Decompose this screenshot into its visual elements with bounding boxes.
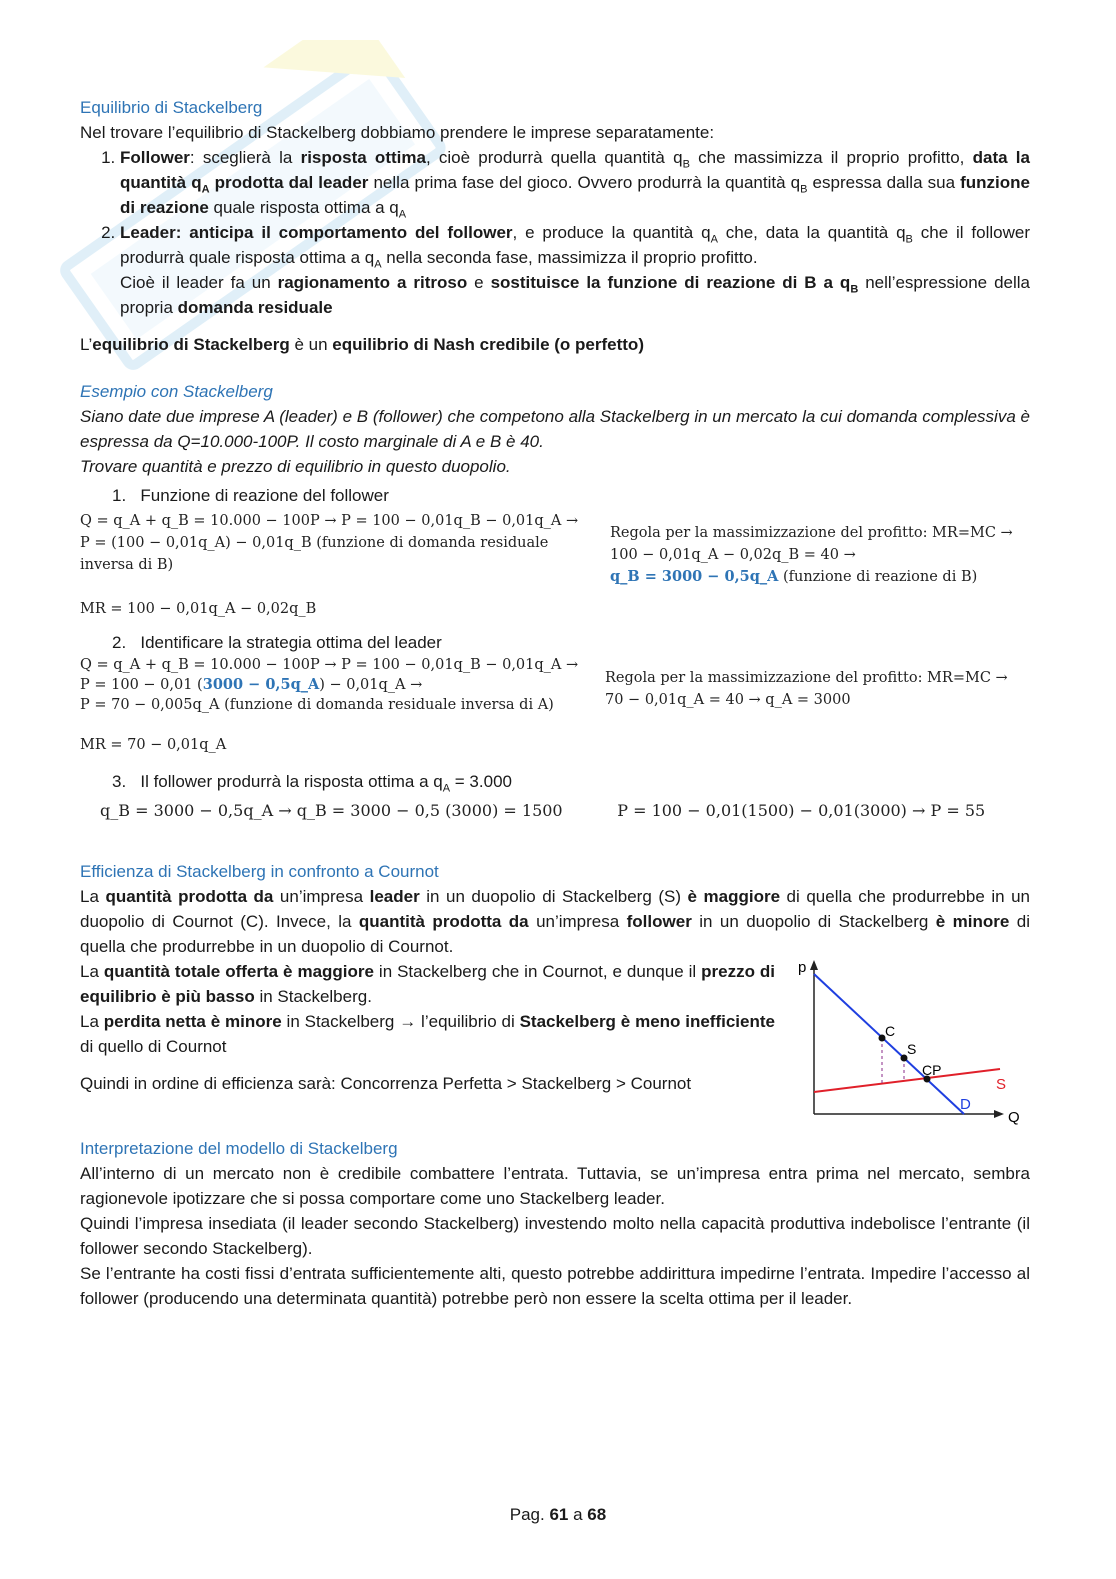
intro-text: Nel trovare l’equilibrio di Stackelberg dobbiamo prendere le imprese separatamente: xyxy=(80,123,715,142)
section-heading-stackelberg: Equilibrio di Stackelberg xyxy=(80,98,263,117)
step-1-title: 1. Funzione di reazione del follower xyxy=(112,486,389,505)
formula-residual-demand-a: P = 70 − 0,005q_A (funzione di domanda residuale inversa di A) xyxy=(80,697,554,713)
efficiency-paragraph-1: La quantità prodotta da un’impresa leader in un duopolio di Stackelberg (S) è maggiore di quella che produrrebbe in un duopolio di Cournot (C). Invece, la quantità prodotta da un’impresa follower in un duopolio di Stackelberg è minore di quella che produrrebbe in un duopolio di Cournot. xyxy=(80,887,1030,956)
section-heading-interpretation: Interpretazione del modello di Stackelberg xyxy=(80,1139,398,1158)
section-heading-example: Esempio con Stackelberg xyxy=(80,382,273,401)
interpretation-paragraph-2: Quindi l’impresa insediata (il leader secondo Stackelberg) investendo molto nella capacità produttiva indebolisce l’entrante (il follower secondo Stackelberg). xyxy=(80,1214,1030,1258)
step-3-formulas xyxy=(80,798,1030,823)
example-text: Siano date due imprese A (leader) e B (follower) che competono alla Stackelberg in un mercato la cui domanda complessiva è espressa da Q=10.000-100P. Il costo marginale di A e B è 40. xyxy=(80,407,1030,451)
supply-curve xyxy=(814,1069,1000,1092)
demand-curve xyxy=(814,974,964,1114)
steps-list xyxy=(80,145,1030,320)
formula-mr-b: MR = 100 − 0,01q_A − 0,02q_B xyxy=(80,601,317,617)
formula-price-solution: P = 100 − 0,01(1500) − 0,01(3000) → P = 55 xyxy=(617,801,986,820)
formula-residual-demand-b: P = (100 − 0,01q_A) − 0,01q_B (funzione di domanda residuale inversa di B) xyxy=(80,535,549,573)
formula-qa-solution: 70 − 0,01q_A = 40 → q_A = 3000 xyxy=(605,692,851,708)
section-heading-efficiency: Efficienza di Stackelberg in confronto a Cournot xyxy=(80,862,439,881)
point-c-label: C xyxy=(885,1023,896,1039)
formula-demand: Q = q_A + q_B = 10.000 − 100P → P = 100 − 0,01q_B − 0,01q_A → xyxy=(80,513,579,529)
formula-mr-mc-b: 100 − 0,01q_A − 0,02q_B = 40 → xyxy=(610,547,856,563)
formula-mr-a: MR = 70 − 0,01q_A xyxy=(80,737,227,753)
y-axis-label: p xyxy=(798,959,807,976)
formula-qb-solution: q_B = 3000 − 0,5q_A → q_B = 3000 − 0,5 (3000) = 1500 xyxy=(100,801,563,820)
efficiency-paragraph-2: La quantità totale offerta è maggiore in Stackelberg che in Cournot, e dunque il prezzo di equilibrio è più basso in Stackelberg. xyxy=(80,962,776,1006)
page-footer: Pag. 61 a 68 xyxy=(509,1505,607,1524)
step-2-title: 2. Identificare la strategia ottima del leader xyxy=(112,633,442,652)
efficiency-order: Quindi in ordine di efficienza sarà: Concorrenza Perfetta > Stackelberg > Cournot xyxy=(80,1074,692,1093)
formula-substitution: P = 100 − 0,01 (3000 − 0,5q_A) − 0,01q_A → xyxy=(80,676,423,693)
current-page: 61 xyxy=(549,1505,569,1524)
formula-demand-2: Q = q_A + q_B = 10.000 − 100P → P = 100 − 0,01q_B − 0,01q_A → xyxy=(80,657,579,673)
step-2-formulas xyxy=(80,655,1030,755)
reaction-function-b: q_B = 3000 − 0,5q_A (funzione di reazione di B) xyxy=(610,568,978,585)
demand-label: D xyxy=(960,1096,971,1113)
efficiency-paragraph-3: La perdita netta è minore in Stackelberg → l’equilibrio di Stackelberg è meno inefficiente di quello di Cournot xyxy=(80,1012,775,1056)
y-axis-arrow xyxy=(810,960,818,970)
point-s-label: S xyxy=(907,1041,917,1057)
interpretation-paragraph-1: All’interno di un mercato non è credibile combattere l’entrata. Tuttavia, se un’impresa entra prima nel mercato, sembra ragionevole ipotizzare che si possa comportare come uno Stackelberg leader. xyxy=(80,1164,1030,1208)
list-item-leader: 2. Leader: anticipa il comportamento del follower, e produce la quantità $q_A$ che, data la quantità $q_B$ che il follower produrrà quale risposta ottima a $q_A$ nella seconda fase, massimizza il proprio profitto. Cioè il leader fa un ragionamento a ritroso e sostituisce la funzione di reazione di B a $q_B$ nell’espressione della propria domanda residuale xyxy=(120,220,1030,320)
profit-rule-text-2: Regola per la massimizzazione del profitto: MR=MC → xyxy=(605,670,1008,686)
step-3-title: 3. Il follower produrrà la risposta ottima a $q_A = 3.000$ xyxy=(112,772,512,795)
step-1-formulas xyxy=(80,510,1030,620)
example-question: Trovare quantità e prezzo di equilibrio in questo duopolio. xyxy=(80,457,511,476)
x-axis-label: Q xyxy=(1008,1109,1020,1126)
list-item-follower: 1. Follower: sceglierà la risposta ottima, cioè produrrà quella quantità $q_B$ che massimizza il proprio profitto, data la quantità $q_A$ prodotta dal leader nella prima fase del gioco. Ovvero produrrà la quantità $q_B$ espressa dalla sua funzione di reazione quale risposta ottima a $q_A$ xyxy=(120,145,1030,220)
nash-statement: L’equilibrio di Stackelberg è un equilibrio di Nash credibile (o perfetto) xyxy=(80,335,644,354)
interpretation-paragraph-3: Se l’entrante ha costi fissi d’entrata sufficientemente alti, questo potrebbe addirittura impedirne l’entrata. Impedire l’accesso al follower (producendo una determinata quantità) potrebbe però non essere la scelta ottima per il leader. xyxy=(80,1264,1030,1308)
x-axis-arrow xyxy=(994,1110,1004,1118)
profit-rule-text: Regola per la massimizzazione del profitto: MR=MC → xyxy=(610,525,1013,541)
total-pages: 68 xyxy=(587,1505,607,1524)
point-cp-label: CP xyxy=(922,1062,942,1078)
stackelberg-cournot-graph xyxy=(790,952,1030,1132)
supply-label: S xyxy=(996,1076,1007,1093)
